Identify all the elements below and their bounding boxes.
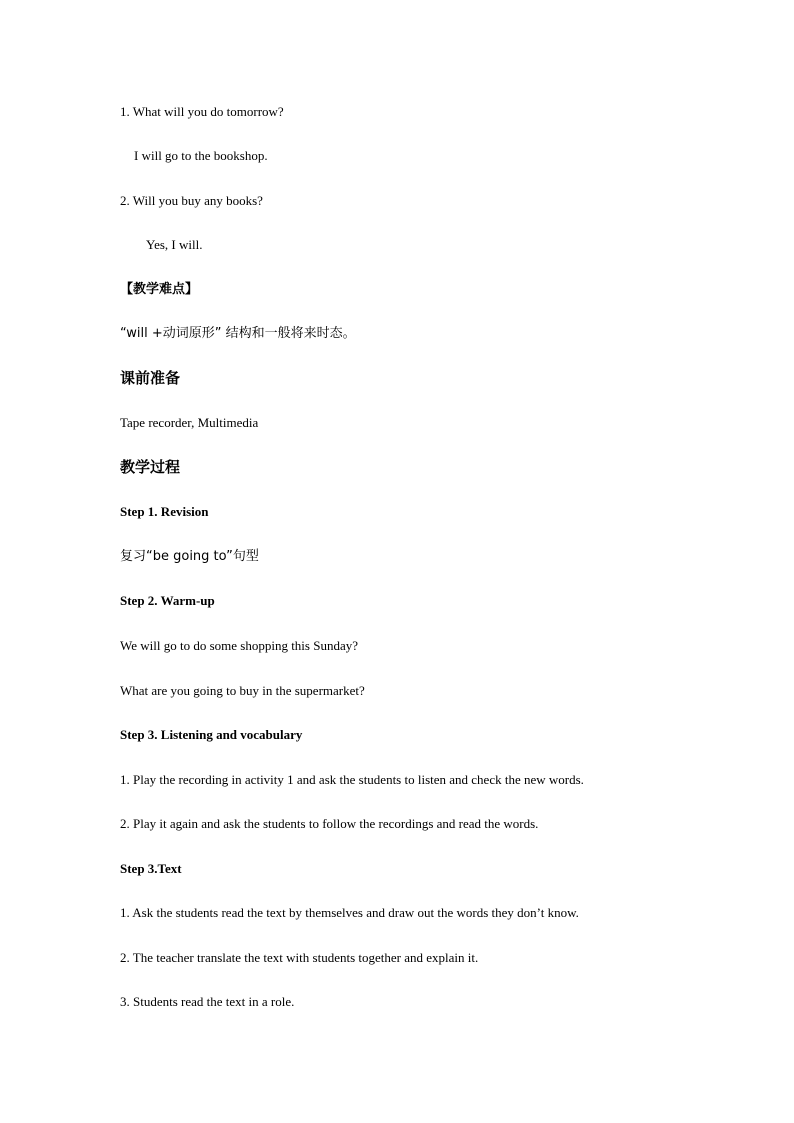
step3-text-title: Step 3.Text: [120, 861, 182, 876]
step2-title: Step 2. Warm-up: [120, 593, 215, 608]
step2-line: What are you going to buy in the supermarket?: [120, 683, 365, 698]
objective-answer-1: I will go to the bookshop.: [134, 148, 268, 163]
step3-line: 1. Play the recording in activity 1 and ask the students to listen and check the new words.: [120, 772, 584, 787]
step1-title: Step 1. Revision: [120, 504, 209, 519]
step2-line: We will go to do some shopping this Sunday?: [120, 638, 358, 653]
difficulty-heading: 【教学难点】: [120, 282, 199, 297]
preparation-text: Tape recorder, Multimedia: [120, 415, 259, 430]
step3-text-line: 3. Students read the text in a role.: [120, 994, 295, 1009]
preparation-heading: 课前准备: [120, 369, 181, 387]
step3-text-line: 2. The teacher translate the text with students together and explain it.: [120, 950, 479, 965]
objective-question-2: 2. Will you buy any books?: [120, 193, 263, 208]
step3-line: 2. Play it again and ask the students to follow the recordings and read the words.: [120, 816, 539, 831]
objective-answer-2: Yes, I will.: [146, 237, 203, 252]
step3-text-line: 1. Ask the students read the text by themselves and draw out the words they don’t know.: [120, 905, 579, 920]
objective-question-1: 1. What will you do tomorrow?: [120, 104, 284, 119]
step1-text: 复习“be going to”句型: [120, 549, 259, 564]
difficulty-text: “will +动词原形” 结构和一般将来时态。: [120, 326, 356, 341]
process-heading: 教学过程: [120, 458, 181, 476]
step3-title: Step 3. Listening and vocabulary: [120, 727, 303, 742]
